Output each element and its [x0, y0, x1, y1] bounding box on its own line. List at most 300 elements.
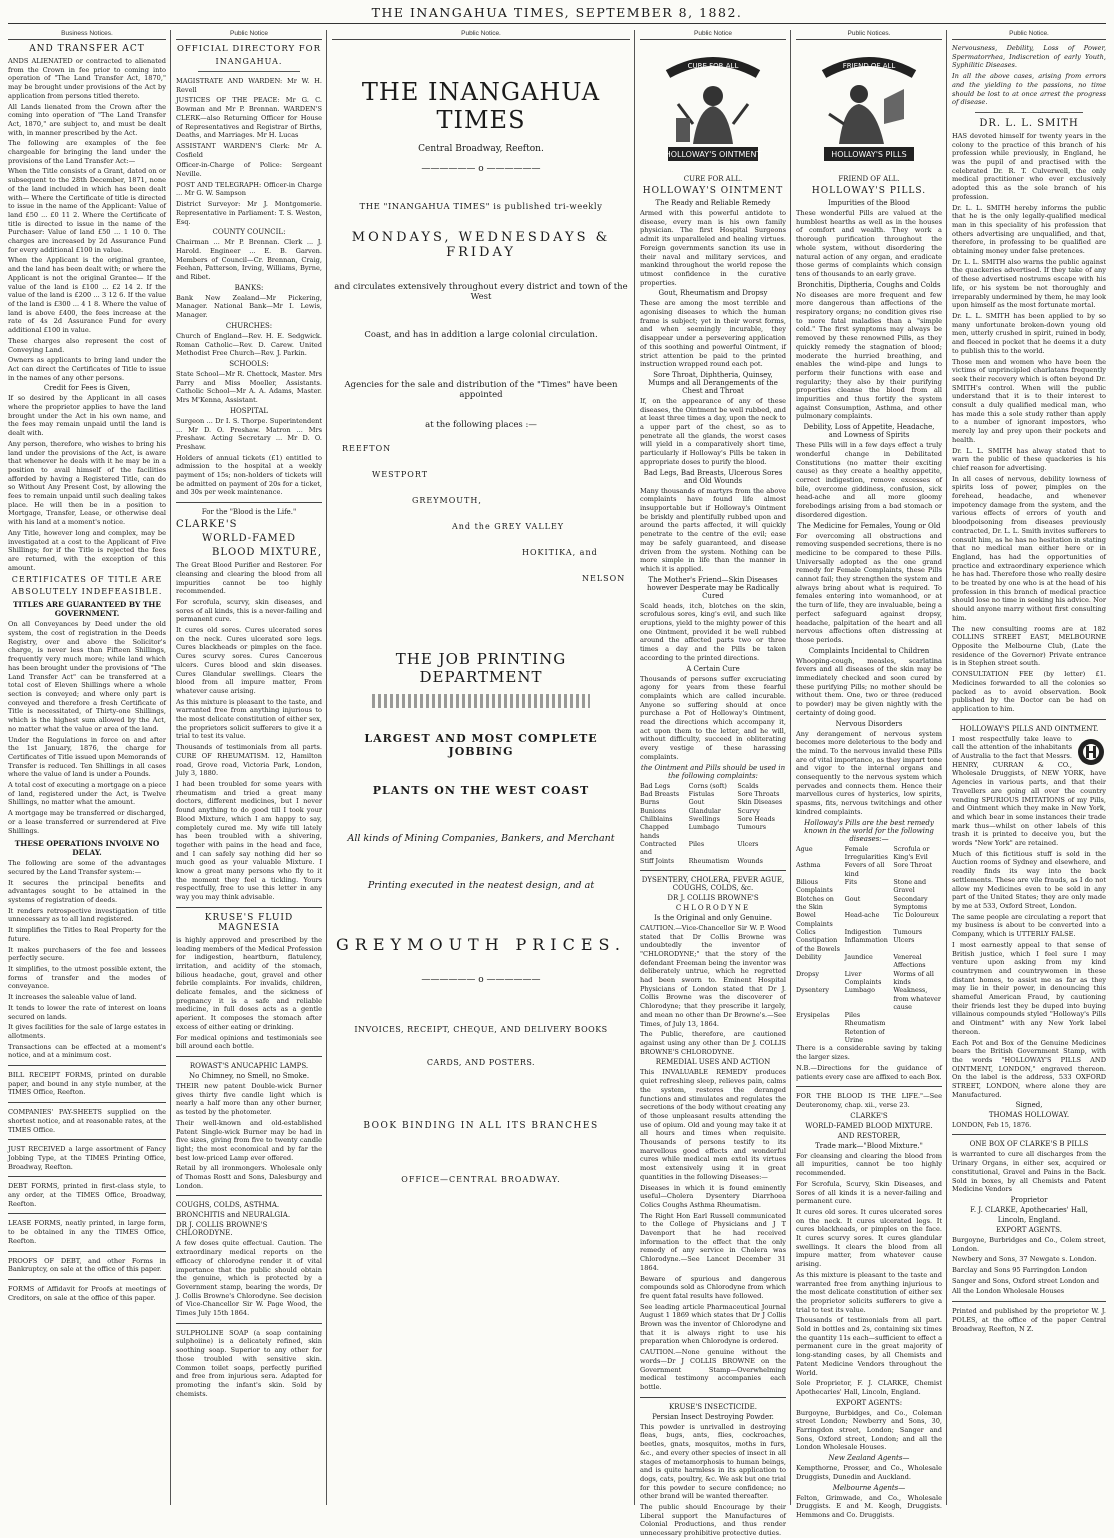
seal-caption: CURE FOR ALL. — [683, 175, 743, 183]
section-heading: the Ointment and Pills should be used in the following complaints: — [640, 763, 786, 780]
paragraph: Burgoyne, Burbidges, and Co., Coleman street London; Newberry and Sons, 30, Farringdon street, London; Sanger and Sons, Oxford street, London; and all the London Wholesale Houses. — [796, 1408, 942, 1452]
ad-italic: Printing executed in the neatest design, and at — [367, 880, 595, 891]
complaint-item: Wounds — [737, 856, 763, 865]
section-heading: TITLES ARE GUARANTEED BY THE GOVERNMENT. — [12, 600, 161, 619]
paragraph: I most respectfully take leave to call the attention of the inhabitants of Australia to the fact that Messrs. HENRY, CURRAN & CO., Wholesale Druggists, of NEW YORK, have Agencies in various parts, and that their Travellers are going all over the country vending SPURIOUS IMITATIONS of my Pills, and Ointment which they make in New York, and which bear in some instances their trade mark thus—whilst on other labels of this trash it is printed to deceive you, but the words "New York" are retained. — [952, 734, 1106, 848]
place-item: NELSON — [582, 574, 626, 583]
place-item: HOKITIKA, and — [522, 548, 598, 557]
ad-heading: ONE BOX OF CLARKE'S B PILLS — [969, 1140, 1089, 1149]
ad-subheading: No Chimney, no Smell, no Smoke. — [188, 1071, 310, 1080]
paragraph: Kempthorne, Prosser, and Co., Wholesale Druggists, Dunedin and Auckland. — [796, 1464, 942, 1481]
paragraph: It makes purchasers of the fee and lessees perfectly secure. — [8, 945, 166, 963]
paragraph: Any person, therefore, who wishes to bring his land under the provisions of the Act, is aware that whenever he deals with it he may be in a position to avail himself of the facilities afforded by having a Registered Title, can do so Without Any Present Cost, by allowing the fees to remain unpaid until such dealing takes place. He will then be in a position to Mortgage, Transfer, Lease, or otherwise deal with his land at a moment's notice. — [8, 439, 166, 527]
disease-item: Tic Doloureux — [893, 911, 939, 920]
paragraph: Dr. L. L. SMITH has alway stated that to warn the public of these quackeries is his chief reason for advertising. — [952, 446, 1106, 472]
complaint-item: Chapped hands — [640, 823, 669, 840]
section-heading: Impurities of the Blood — [827, 199, 910, 207]
ad-days: MONDAYS, WEDNESDAYS & FRIDAY — [351, 230, 611, 260]
divider — [176, 1056, 322, 1057]
paragraph: When the Title consists of a Grant, dated on or subsequent to the 28th December, 1871, none of the land included in which has been dealt with— Where the Certificate of title is directed to issue in the name of the Applicant: Value of land £50 ... £0 11 2. Where the Certificate of title is directed to issue in the name of the Purchaser: Value of land £50 ... 1 10 0. The charges are increased by 2d Assurance Fund for every additional £100 in value. — [8, 167, 166, 254]
paragraph: For overcoming all obstructions and removing suspended secretions, there is no medicine to be compared to these Pills. Universally adopted as the one grand remedy for Female Complaints, these Pills cannot fail; they strengthen the system and always bring about what is required. To females entering into womanhood, or at the turn of life, they are invaluable, being a perfect safeguard against dropsy, headache, palpitation of the heart and all nervous affections often distressing at those periods. — [796, 531, 942, 644]
section-heading: Holloway's Pills are the best remedy known in the world for the following diseases:— — [804, 818, 934, 843]
paragraph: JUSTICES OF THE PEACE: Mr G. C. Bowman and Mr P. Brennan. WARDEN'S CLERK—also Returning Officer for House of Representatives and Registrar of Births, Deaths, and Marriages. Mr H. Lucas — [176, 96, 322, 140]
paragraph: Felton, Grimwade, and Co., Wholesale Druggists. E and M. Keogh, Druggists. Hemmons and Co. Druggists. — [796, 1493, 942, 1519]
paragraph: Many thousands of martyrs from the above complaints have found life almost insupportable but if Holloway's Ointment be briskly and plentifully rubbed upon and around the parts affected, it will quickly penetrate to the centre of the evil; ease may be safely guaranteed, and disease driven from the system. Nothing can be more simple in life than the manner in which it is applied. — [640, 486, 786, 573]
paragraph: Sole Proprietor, F. J. CLARKE, Chemist Apothecaries' Hall, Lincoln, England. — [796, 1379, 942, 1396]
paragraph: There is a considerable saving by taking the larger sizes. — [796, 1044, 942, 1062]
disease-item: Gout — [844, 894, 861, 903]
notice: JUST RECEIVED a large assortment of Fancy Jobbing Type, at the TIMES Printing Office, Broadway, Reefton. — [8, 1145, 166, 1171]
complaint-item: Bad Legs — [640, 781, 671, 790]
disease-item: Scrofula or King's Evil — [893, 844, 930, 861]
paragraph: It cures old sores. It cures ulcerated sores on the neck. It cures ulcerated legs. It cures blackheads, or pimples on the face. It cures scurvy sores. It cures glandular swellings. It clears the blood from all impure matter, from whatever cause arising. — [796, 1207, 942, 1269]
section-heading: The Medicine for Females, Young or Old — [797, 521, 941, 530]
notice: FORMS of Affidavit for Proofs at meetings of Creditors, on sale at the office of this paper. — [8, 1284, 166, 1302]
paragraph: Nervousness, Debility, Loss of Power, Spermatorrhea, Indiscretion of early Youth, Syphilitic Diseases. — [952, 44, 1106, 70]
ad-tagline: For the "Blood is the Life." — [201, 508, 297, 517]
complaint-item: Burns — [640, 798, 660, 807]
ad-bookbinding: BOOK BINDING IN ALL ITS BRANCHES — [363, 1121, 599, 1131]
paragraph: See leading article Pharmaceutical Journal August 1 1869 which states that Dr J Collis Brown was the inventor of Chlorodyne and that it is always right to use his preparation when Chlorodyne is ordered. — [640, 1302, 786, 1346]
signature: THOMAS HOLLOWAY. — [988, 1111, 1070, 1120]
paragraph: It simplifies the Titles to Real Property for the future. — [8, 926, 166, 943]
paragraph: Burgoyne, Burbridges and Co., Colem street, London. — [952, 1235, 1106, 1253]
masthead — [0, 0, 1114, 26]
section-heading: Melbourne Agents— — [832, 1483, 906, 1492]
trade-mark-emblem-icon — [1076, 737, 1106, 767]
column-header: Public Notices. — [796, 30, 942, 40]
paragraph: Barclay and Sons 95 Farringdon London — [952, 1266, 1088, 1275]
paragraph: The public should Encourage by their Liberal support the Manufactures of Colonial Productions, and thus render unnecessary prohibitive protective duties. — [640, 1503, 786, 1538]
paragraph: THEIR new patent Double-wick Burner gives thirty five candle light which is nearly a half more than any other burner, as tested by the photometer. — [176, 1081, 322, 1117]
paragraph: The Right Hon Earl Russell communicated to the College of Physicians and J T Davenport that he had received information to the effect that the only remedy of any service in Cholera was Chlorodyne.—See Lancet December 31 1864. — [640, 1211, 786, 1272]
section-heading: SCHOOLS: — [229, 359, 269, 368]
paragraph: Thousands of persons suffer excruciating agony for years from these fearful complaints which are called incurable. Anyone so suffering should at once purchase a Pot of Holloway's Ointment, read the directions which accompany it, act upon them to the letter, and he will, without difficulty, succeed in obliterating every vestige of these harassing complaints. — [640, 674, 786, 761]
complaint-item: Corns (soft) — [688, 781, 727, 790]
paragraph: A total cost of executing a mortgage on a piece of land, registered under the Act, is Twelve Shillings, no matter what the amount. — [8, 781, 166, 807]
divider — [952, 1134, 1106, 1135]
complaint-item: Sore Heads — [737, 814, 775, 823]
complaint-item: Ulcers — [737, 839, 759, 848]
disease-item: Secondary Symptoms — [893, 894, 928, 911]
paragraph: Church of England—Rev. H. E. Sedgwick. Roman Catholic—Rev. D. Carew. United Methodist Free Church—Rev. J. Parkin. — [176, 331, 322, 358]
paragraph: Holders of annual tickets (£1) entitled to admission to the hospital at a weekly payment of 15s; non-holders of tickets will be admitted on payment of 20s for a ticket, and 30s per week maintenance. — [176, 453, 322, 497]
paragraph: It increases the saleable value of land. — [8, 993, 137, 1002]
divider — [8, 1176, 166, 1177]
ad-agents: Agencies for the sale and distribution of the "Times" have been appointed — [344, 380, 618, 400]
paragraph: Bank New Zealand—Mr Pickering, Manager. National Bank—Mr I. Lewis, Manager. — [176, 293, 322, 320]
ad-plants: PLANTS ON THE WEST COAST — [372, 784, 590, 797]
disease-item: Tumours — [893, 927, 923, 936]
disease-item: Sore Throat — [893, 861, 933, 870]
disease-item — [893, 1011, 942, 1019]
paragraph: Scald heads, itch, blotches on the skin, scrofulous sores, king's evil, and such like eruptions, yield to the mighty power of this one Ointment, provided it be well rubbed around the affected parts two or three times a day and the Pills be taken according to the printed directions. — [640, 601, 786, 662]
paragraph: SULPHOLINE SOAP (a soap containing sulphoiine) is a delicately refined, skin soothing soap. Superior to any other for those troubled with sensitive skin. Common toilet soaps, perfectly purified and free from injurious sera. Adapted for promoting the infant's skin. Sold by chemists. — [176, 1328, 322, 1398]
column-4 — [636, 30, 790, 1538]
complaint-item: Scalds — [737, 781, 759, 790]
column-5 — [792, 30, 946, 1519]
date: LONDON, Feb 15, 1876. — [952, 1121, 1032, 1130]
paragraph: When the Applicant is the original grantee, and the land has been dealt with; or where the Applicant is not the original Grantee— If the value of the land is £100 ... £2 14 2. If the value of the land is £200 ... 3 12 6. If the value of the land is £300 ... 4 1 8. Where the value of land is above £400, the fees increase at the rate of 4s 2d Assurance Fund for every additional £100 in value. — [8, 256, 166, 335]
disease-item: Debility — [796, 952, 822, 961]
paragraph: For scrofula, scurvy, skin diseases, and sores of all kinds, this is a never-failing and permanent cure. — [176, 597, 322, 624]
paragraph: Dr. L. L. SMITH also warns the public against the quackeries advertised. If they take of any of these advertised nostrums escape with his life, or his system be not thoroughly and irreparably undermined by them, he may look upon himself as the most fortunate mortal. — [952, 257, 1106, 310]
paragraph: Thousands of testimonials from all parts. CURE OF RHEUMATISM. 12, Hamilton road, Grove road, Victoria Park, London, July 3, 1880. — [176, 743, 322, 778]
directory-subtitle: INANGAHUA. — [215, 57, 283, 66]
paragraph: It simplifies, to the utmost possible extent, the forms of transfer and the modes of conveyance. — [8, 964, 166, 991]
ad-circulation: and circulates extensively throughout every district and town of the West — [334, 282, 628, 302]
paragraph: I most earnestly appeal to that sense of British justice, which I feel sure I may venture upon asking from my kind countrymen and countrywomen in these distant homes, to assist me as far as they may lie in their power, in denouncing this shameful American Fraud, by cautioning their friends lest they be duped into buying villainous compounds styled "Holloway's Pills and Ointment" with any New York label thereon. — [952, 940, 1106, 1036]
disease-item — [893, 1019, 942, 1027]
complaint-item: Bad Breasts — [640, 789, 680, 798]
paragraph: The same people are circulating a report that my business is about to be converted into a Company, which is UTTERLY FALSE. — [952, 912, 1106, 939]
section-heading: New Zealand Agents— — [828, 1454, 910, 1463]
ad-heading: COUGHS, COLDS, ASTHMA. — [176, 1201, 280, 1210]
disease-item: Liver Complaints — [844, 969, 882, 986]
ornament: —————— o —————— — [421, 164, 541, 174]
column-1 — [4, 30, 170, 1505]
ad-heading: CLARKE'S — [176, 519, 238, 531]
paragraph: Those men and women who have been the victims of unprincipled charlatans frequently seek their recovery which is often beyond Dr. SMITH's control. When will the public understand that it is to their interest to consult a duly qualified medical man, who has made this a sole study rather than apply to a number of ignorant impostors, who merely lay and prey upon their pockets and health. — [952, 357, 1106, 444]
section-heading: A Certain Cure — [686, 664, 740, 673]
complaint-item: Fistulas — [688, 789, 715, 798]
paragraph: As this mixture is pleasant to the taste and warranted free from anything injurious to the most delicate constitution of either sex the proprietor solicits sufferers to give a trial to test its value. — [796, 1270, 942, 1314]
disease-item: Blotches on the Skin — [796, 894, 834, 911]
divider — [640, 1397, 786, 1398]
disease-item: Fevers of all kind — [844, 861, 885, 878]
ad-heading: ROWAST'S ANUCAPHIC LAMPS. — [189, 1061, 309, 1070]
disease-item: Weakness, from whatever cause — [893, 986, 941, 1011]
paragraph: For medical opinions and testimonials see bill around each bottle. — [176, 1033, 322, 1051]
complaint-item: Sore Throats — [737, 789, 780, 798]
paragraph: Whooping-cough, measles, scarlatina fevers and all diseases of the skin may be immediately checked and soon cured by these purifying Pills; no mother should be without them. One, two or three (reduced to powder) may be given nightly with the certainty of doing good. — [796, 656, 942, 717]
divider — [176, 907, 322, 908]
ad-heading: KRUSE'S FLUID MAGNESIA — [204, 912, 294, 933]
ad-heading: BLOOD MIXTURE, — [212, 547, 322, 559]
complaint-item: Bunions — [640, 806, 667, 815]
paragraph: This powder is unrivalled in destroying fleas, bugs, ants, flies, cockroaches, beetles, gnats, mosquitos, moths in furs, &c., and every other species of insect in all stages of metamorphosis to human beings, and is quite harmless in its application to dogs, cats, poultry, &c. We ask but one trial for this powder to secure confidence; no other brand will be wanted thereafter. — [640, 1422, 787, 1501]
paragraph: These charges also represent the cost of Conveying Land. — [8, 336, 166, 354]
paragraph: A few doses quite effectual. Caution. The extraordinary medical reports on the efficacy of chlorodyne render it of vital importance that the public should obtain the genuine, which is protected by a Government stamp, bearing the words, Dr J. Collis Browne's Chlorodyne. See decision of Vice-Chancellor Sir W. Page Wood, the Times July 15th 1864. — [176, 1239, 322, 1318]
paragraph: It secures the principal benefits and advantages sought to be attained in the systems of registration of deeds. — [8, 878, 166, 905]
pills-emblem-icon — [804, 44, 934, 174]
ad-heading: KRUSE'S INSECTICIDE. — [669, 1402, 757, 1411]
complaint-item: Contracted and — [640, 839, 677, 857]
complaint-item: Rheumatism — [688, 856, 730, 865]
directory-title: OFFICIAL DIRECTORY FOR — [176, 44, 322, 54]
column-divider — [170, 30, 171, 1505]
paragraph: MAGISTRATE AND WARDEN: Mr W. H. Revell — [176, 77, 322, 94]
divider — [176, 1195, 322, 1196]
disease-item: Constipation of the Bowels — [796, 936, 840, 953]
proprietor-name: F. J. CLARKE, Apothecaries' Hall, — [970, 1205, 1088, 1214]
notice: BILL RECEIPT FORMS, printed on durable paper, and bound in any style number, at the TIMES Office, Reefton. — [8, 1071, 166, 1097]
section-heading: Sore Throat, Diphtheria, Quinsey, Mumps and all Derangements of the Chest and Throat — [648, 370, 778, 395]
ad-invoices: INVOICES, RECEIPT, CHEQUE, AND DELIVERY BOOKS — [354, 1025, 608, 1034]
seal-banner: CURE FOR ALL — [687, 62, 739, 70]
seal-label: HOLLOWAY'S PILLS — [831, 150, 907, 159]
divider — [198, 71, 300, 72]
complaint-item: Tumours — [737, 823, 767, 832]
paragraph: Owners as applicants to bring land under the Act can direct the Certificates of Title to issue in the names of any other persons. — [8, 356, 166, 382]
ad-italic: All kinds of Mining Companies, Bankers, and Merchant — [347, 833, 615, 844]
paragraph: It cures old sores. Cures ulcerated sores on the neck. Cures ulcerated sore legs. Cures blackheads or pimples on the face. Cures scurvy sores. Cures Cancerous ulcers. Cures blood and skin diseases. Cures Glandular swellings. Clears the blood from all impure matter, From whatever cause arising. — [176, 626, 322, 695]
disease-item: Female Irregularities — [844, 844, 888, 861]
paragraph: These Pills will in a few days effect a truly wonderful change in Debilitated Constitutions (no matter their exciting cause) as they create a healthy appetite, correct indigestion, remove excesses of bile, overcome giddiness, confusion, sick head-ache and all more gloomy forebodings arising from a bad stomach or disordered digestion. — [796, 441, 942, 519]
paragraph: On all Conveyances by Deed under the old system, the cost of registration in the Deeds Registry, over and above the Solicitor's charge, is never less than Fifteen Shillings, frequently very much more; while land which has been brought under the provisions of "The Land Transfer Act" can be transferred at a total cost of Eleven Shillings where a whole section is conveyed; and where only part is conveyed and therefore a fresh Certificate of Title is necessitated, of Thirty-one Shillings, which is the highest sum allowed by the Act, no matter what the value or area of the land. — [8, 620, 166, 733]
paragraph: It tends to lower the rate of interest on loans secured on lands. — [8, 1003, 166, 1021]
ad-follow: at the following places :— — [425, 420, 537, 430]
divider — [952, 719, 1106, 720]
notice: DEBT FORMS, printed in first-class style, to any order, at the TIMES Office, Broadway, Reefton. — [8, 1182, 166, 1208]
paragraph: Thousands of testimonials from all part. Sold in bottles and 2s, containing six times the quantity 11s each—sufficient to effect a permanent cure in the great majority of long-standing cases, by all Chemists and Patent Medicine Vendors throughout the World. — [796, 1316, 942, 1377]
paragraph: In all cases of nervous, debility lowness of spirits loss of power, pimples on the forehead, headache, and whenever impotency damage from the system, and the various effects of errors of youth and bloodpoisoning from diseases previously contracted, Dr. L. L. Smith invites sufferers to consult him, as he has no hesitation in stating that no medical man either here or in England, has had the opportunities of practice and extraordinary experience which he has had. Therefore those who really desire to be treated by one who is at the head of his profession in this branch of medical practice should lose no time in seeking his advice. Nor should anyone marry without first consulting him. — [952, 474, 1106, 622]
ad-heading: WORLD-FAMED — [201, 533, 297, 545]
paragraph: As this mixture is pleasant to the taste, and warranted free from anything injurious to the most delicate constitution of either sex, the proprietors solicit sufferers to give it a trial to test its value. — [176, 697, 322, 741]
disease-item: Dropsy — [796, 969, 820, 978]
section-heading: Bronchitis, Diptheria, Coughs and Colds — [797, 280, 941, 289]
paragraph: Surgeon ... Dr I. S. Thorpe. Superintendent ... Mr D. O. Preshaw. Matron ... Mrs Preshaw. Acting Secretary ... Mr D. O. Preshaw. — [176, 416, 322, 451]
paragraph: The Great Blood Purifier and Restorer. For cleansing and clearing the blood from all impurities cannot be too highly recommended. — [176, 561, 322, 596]
section-heading: Bad Legs, Bad Breasts, Ulcerous Sores and Old Wounds — [643, 468, 783, 485]
place-item: REEFTON — [342, 444, 392, 453]
masthead-rule — [8, 23, 1106, 24]
ad-heading: WORLD-FAMED BLOOD MIXTURE. — [805, 1121, 933, 1130]
complaint-item: Swellings — [688, 814, 720, 823]
section-heading: Nervous Disorders — [835, 719, 903, 728]
disease-item: Rheumatism — [844, 1019, 886, 1028]
complaint-item: Piles — [688, 839, 705, 848]
column-divider — [790, 30, 791, 1505]
paragraph: Under the Regulations in force on and after the 1st January, 1876, the charge for Certificates of Title issued upon Memorands of Transfer is reduced. Ten Shillings in all cases where the value of land is under a Pounds. — [8, 735, 166, 779]
disease-item: Lumbago — [844, 986, 875, 995]
ad-office: OFFICE—CENTRAL BROADWAY. — [401, 1175, 561, 1184]
seal-banner: FRIEND OF ALL — [842, 62, 896, 70]
paragraph: The new consulting rooms are at 182 COLLINS STREET EAST, MELBOURNE Opposite the Melbourne Club, (Late the residence of the Governor) Private entrance is in Stephen street south. — [952, 624, 1106, 668]
disease-item: Venereal Affections — [893, 952, 926, 970]
paragraph: This INVALUABLE REMEDY produces quiet refreshing sleep, relieves pain, calms the system, restores the deranged functions and stimulates and regulates the secretions of the body without creating any of those unpleasant results attending the use of opium. Old and young may take it at all hours and times when requisite. Thousands of persons testify to its marvellous good effects and wonderful cures while medical men extol its virtues most extensively using it in great quantities in the following Diseases:— — [640, 1068, 786, 1181]
paragraph: No diseases are more frequent and few more dangerous than affections of the respiratory organs; no condition gives rise to more fatal maladies than a "simple cold." The first symptoms may always be removed by these renowned Pills, as they quickly remedy the stagnation of blood; moderate the hurried breathing, and enables the wind-pipe and lungs to perform their functions with ease and regularity; they also by their purifying properties cleanse the blood from all impurities and thus fortify the system against Consumption, Asthma, and other pulmonary complaints. — [796, 290, 942, 421]
job-printing-heading: THE JOB PRINTING DEPARTMENT — [395, 650, 567, 686]
place-item: GREYMOUTH, — [412, 496, 482, 505]
ad-heading: DR J. COLLIS BROWNE'S CHLORODYNE. — [176, 1221, 268, 1238]
paragraph: Transactions can be effected at a moment's notice, and at a minimum cost. — [8, 1042, 166, 1060]
paragraph: Newbery and Sons, 37 Newgate s. London. — [952, 1255, 1097, 1264]
paragraph: FOR THE BLOOD IS THE LIFE."—See Deuteronomy, chap. xii., verse 23. — [796, 1092, 942, 1109]
section-heading: CERTIFICATES OF TITLE ARE — [11, 575, 163, 585]
section-heading: The Ready and Reliable Remedy — [655, 199, 771, 207]
ad-heading: HOLLOWAY'S OINTMENT — [642, 186, 784, 196]
complaint-item: Stiff Joints — [640, 856, 674, 865]
paragraph: Diseases in which it is found eminently useful—Cholera Dysentery Diarrhoea Colics Coughs Asthma Rheumatism. — [640, 1183, 786, 1209]
ad-cards: CARDS, AND POSTERS. — [426, 1058, 536, 1067]
disease-item: Dysentery — [796, 986, 829, 995]
paragraph: It gives facilities for the sale of large estates in allotments. — [8, 1023, 166, 1040]
paragraph: Sanger and Sons, Oxford street London and — [952, 1276, 1100, 1285]
disease-item: Indigestion — [844, 927, 882, 936]
column-divider — [326, 30, 327, 1505]
disease-item: Stone and Gravel — [893, 877, 927, 895]
ad-heading: HOLLOWAY'S PILLS. — [811, 186, 927, 196]
paragraph: Retail by all ironmongers. Wholesale only of Thomas Rostt and Sons, Dalesburgy and London. — [176, 1164, 322, 1190]
seal-caption: FRIEND OF ALL. — [838, 175, 900, 183]
ad-heading: AND RESTORER, — [837, 1131, 901, 1140]
complaint-item: Lumbago — [688, 823, 719, 832]
paragraph: CAUTION.—Vice-Chancellor Sir W. P. Wood stated that Dr Collis Browne was undoubtedly the inventor of "CHLORODYNE;" that the story of the defendant Freeman being the inventor was deliberately untrue, which he regretted had been sworn to. Eminent Hospital Physicians of London stated that Dr J. Collis Browne was the discoverer of Chlorodyne; that they prescribe it largely, and mean no other than Dr Browne's.—See Times, of July 13, 1864. — [640, 923, 786, 1028]
column-header: Public Notice — [176, 30, 322, 40]
paragraph: Any Title, however long and complex, may be investigated at a cost to the Applicant of Five Shillings; for if the Title is rejected the fees are returned, with the exception of this amount. — [8, 528, 166, 572]
pills-seal — [804, 44, 934, 174]
paragraph: A mortgage may be transferred or discharged, or a lease transferred or surrendered at Five Shillings. — [8, 809, 166, 835]
masthead-title: THE INANGAHUA TIMES, SEPTEMBER 8, 1882. — [371, 5, 743, 20]
disease-item: Inflammation — [844, 936, 888, 945]
divider — [176, 1323, 322, 1324]
doctor-name: DR. L. L. SMITH — [979, 117, 1079, 129]
section-heading: HOSPITAL — [229, 406, 269, 415]
paragraph: The Public, therefore, are cautioned against using any other than Dr J. COLLIS BROWNE'S CHLORODYNE. — [640, 1030, 786, 1056]
notice: COMPANIES' PAY-SHEETS supplied on the shortest notice, and at reasonable rates, at the TIMES Office. — [8, 1108, 166, 1134]
ad-heading: CHLORODYNE — [675, 903, 751, 912]
paragraph: Chairman ... Mr P. Brennan. Clerk ... J. Harold. Engineer ... E. B. Garven. Members of Council—Cr. Brennan, Craig, Feehan, Patterson, Irving, Williams, Byrne, and Ribet. — [176, 238, 322, 282]
disease-item: Asthma — [796, 861, 821, 870]
divider — [796, 1086, 942, 1087]
ad-subheading: Trade mark—"Blood Mixture." — [815, 1141, 923, 1150]
column-header: Business Notices. — [8, 30, 166, 40]
disease-item: Colics — [796, 927, 816, 936]
column-divider — [946, 30, 947, 1505]
ad-largest: LARGEST AND MOST COMPLETE JOBBING — [364, 732, 598, 758]
ornament: —————— o —————— — [421, 975, 541, 985]
greymouth-prices — [332, 935, 630, 959]
paragraph: If so desired by the Applicant in all cases where the proprietor applies to have the land brought under the Act in his own name, and the fees may remain unpaid until the land is dealt with. — [8, 394, 166, 438]
paragraph: All the London Wholesale Houses — [952, 1287, 1065, 1296]
section-heading: CHURCHES: — [225, 321, 273, 330]
ad-heading: BRONCHITIS and NEURALGIA. — [176, 1211, 291, 1220]
land-transfer-title: AND TRANSFER ACT — [29, 44, 145, 54]
paragraph: N.B.—Directions for the guidance of patients every case are affixed to each Box. — [796, 1063, 942, 1081]
prices-word: PRICES. — [515, 935, 626, 954]
divider — [8, 1213, 166, 1214]
divider — [8, 1065, 166, 1066]
paragraph: Officer-in-Charge of Police: Sergeant Neville. — [176, 161, 322, 179]
ad-circulation: Coast, and has in addition a large colonial circulation. — [364, 330, 598, 340]
paragraph: Dr. L. L. SMITH has been applied to by so many unfortunate broken-down young old men, utterly crushed in spirit, ruined in body, and fleeced in pocket that he deems it a duty to publish this to the world. — [952, 311, 1106, 355]
ad-heading: DYSENTERY, CHOLERA, FEVER AGUE, COUGHS, COLDS, &c. — [641, 875, 785, 892]
place-item: WESTPORT — [372, 470, 429, 479]
paragraph: Armed with this powerful antidote to disease, every man is his own family physician. The first Hospital Surgeons admit its unparalleled and healing virtues. Foreign governments sanction its use in their naval and military services, and mankind throughout the world repose the utmost confidence in the curative properties. — [640, 209, 786, 287]
diseases-list — [796, 845, 942, 1045]
divider — [8, 1102, 166, 1103]
section-heading: Debility, Loss of Appetite, Headache, and Lowness of Spirits — [803, 423, 935, 440]
paragraph: All Lands lienated from the Crown after the coming into operation of "The Land Transfer Act, 1870," are subject to, and must be dealt with, in manner prescribed by the Act. — [8, 102, 166, 137]
proprietor-place: Lincoln, England. — [997, 1215, 1061, 1224]
divider — [8, 1139, 166, 1140]
disease-item: Retention of Urine — [844, 1027, 885, 1045]
paragraph: is highly approved and prescribed by the leading members of the Medical Profession for indigestion, heartburn, flatulency, irritation, and acidity of the stomach, bilious headache, gout, gravel and other febrile complaints. For invalids, children, delicate females, and the sickness of pregnancy it is a safe and reliable medicine, in full doses acts as a gentle aperient. It composes the stomach after excess of either eating or drinking. — [176, 935, 322, 1031]
disease-item — [796, 1019, 845, 1027]
paragraph: These wonderful Pills are valued at the humblest hearths as well as in the houses of comfort and wealth. They work a thorough purification throughout the whole system, without disordering the natural action of any organ, and eradicate those germs of complaints which consign tens of thousands to an early grave. — [796, 209, 942, 278]
paragraph: Each Pot and Box of the Genuine Medicines bears the British Government Stamp, with the words "HOLLOWAY'S PILLS AND OINTMENT, LONDON," engraved thereon. On the label is the address, 533 OXFORD STREET, LONDON, where alone they are Manufactured. — [952, 1038, 1106, 1099]
damaged-print — [372, 694, 590, 708]
printer-imprint: Printed and published by the proprietor W. J. POLES, at the office of the paper Central Broadway, Reefton, N Z. — [952, 1307, 1106, 1333]
divider — [952, 1301, 1106, 1302]
paragraph: I had been troubled for some years with rheumatism and tried a great many doctors, different medicines, but I never found anything to do good till I took your Blood Mixture, which I am happy to say, completely cured me. My wife till lately has been troubled with a shivering, together with pains in the head and face, and I can safely say nothing did her so much good as your valuable Mixture. I know a great many persons who fly to it the moment they feel a tickling. Yours respectfully, free to use this letter in any way you may think advisable. — [176, 780, 322, 902]
section-heading: EXPORT AGENTS. — [996, 1225, 1062, 1234]
complaint-item: Chilblains — [640, 814, 673, 823]
disease-item: Bowel Complaints — [796, 911, 833, 928]
seal-label: HOLLOWAY'S OINTMENT — [664, 150, 762, 159]
column-2 — [172, 30, 326, 1505]
ad-title: THE INANGAHUA TIMES — [361, 78, 601, 134]
ointment-seal — [648, 44, 778, 174]
disease-item: Worms of all kinds — [893, 969, 934, 986]
paragraph: Any derangement of nervous system becomes more deleterious to the body and the mind. To the nervous invalid these Pills are of vital importance, as they impart tone and vigor to the internal organs and consequently to the nervous system which pervades and connects them. Hence their marvellous cures of hysterics, low spirits, spasms, fits, nervous twitchings and other kindred complaints. — [796, 729, 942, 816]
place-item: And the GREY VALLEY — [452, 522, 565, 531]
paragraph: Dr. L. L. SMITH hereby informs the public that he is the only legally-qualified medical man in this speciality of his profession that others advertising are unqualified, and that, therefore, in professing to be qualified are obtaining money under false pretences. — [952, 203, 1106, 256]
disease-item: Ague — [796, 844, 813, 853]
paragraph: Much of this fictitious stuff is sold in the Auction rooms of Sydney and elsewhere, and readily finds its way into the back settlements. These are vile frauds, as I do not allow my Medicines even to be sold in any part of the United States; they are only made by me at 533, Oxford Street, London. — [952, 849, 1106, 910]
paragraph: In all the above cases, arising from errors and the yielding to the passions, no time should be lost to at once arrest the progress of disease. — [952, 72, 1106, 107]
notice: PROOFS OF DEBT, and other Forms in Bankruptcy, on sale at the office of this paper. — [8, 1256, 166, 1274]
section-heading: EXPORT AGENTS: — [835, 1398, 903, 1407]
ointment-emblem-icon — [648, 44, 778, 174]
column-6 — [948, 30, 1110, 1505]
paragraph: is warranted to cure all discharges from the Urinary Organs, in either sex, acquired or constitutional, Gravel and Pains in the Back. Sold in boxes, by all Chemists and Patent Medicine Vendors — [952, 1150, 1106, 1194]
section-heading: The Mother's Friend—Skin Diseases however Desperate may be Radically Cured — [647, 575, 779, 600]
disease-item: Fits — [844, 877, 857, 886]
complaint-item: Skin Diseases — [737, 798, 783, 807]
paragraph: ASSISTANT WARDEN'S Clerk: Mr A. Cosfield — [176, 141, 322, 159]
section-heading: THESE OPERATIONS INVOLVE NO DELAY. — [14, 839, 160, 858]
paragraph: CONSULTATION FEE (by letter) £1. Medicines forwarded to all the colonies so packed as to avoid observation. Book published by the Doctor can be had on application to him. — [952, 670, 1106, 713]
ad-subheading: Persian Insect Destroying Powder. — [652, 1412, 774, 1421]
paragraph: State School—Mr R. Chettock, Master. Mrs Parry and Miss Moeller, Assistants. Catholic School—Mr A. A. Adams, Master. Mrs M'Kenna, Assistant. — [176, 369, 322, 405]
section-heading: ABSOLUTELY INDEFEASIBLE. — [11, 587, 163, 597]
paragraph: The following are some of the advantages secured by the Land Transfer system:— — [8, 859, 166, 876]
disease-item: Erysipelas — [796, 1011, 830, 1020]
ad-address: Central Broadway, Reefton. — [418, 144, 544, 154]
greymouth-word: GREYMOUTH — [336, 935, 505, 954]
section-heading: Credit for Fees is Given, — [43, 384, 131, 393]
ad-heading: CLARKE'S — [850, 1111, 888, 1120]
paragraph: HAS devoted himself for twenty years in the colony to the practice of this branch of his profession while previously, in England, he was the pupil of and practised with the celebrated Dr. R. T. Culverwell, the only medical practitioner who ever exclusively adopted this as the sole branch of his profession. — [952, 131, 1106, 201]
notice: LEASE FORMS, neatly printed, in large form, to be obtained in any the TIMES Office, Reefton. — [8, 1219, 166, 1245]
paragraph: Their well-known and old-established Patent Single-wick Burner may be had in five sizes, giving from five to twenty candle light; the most economical and by far the best low-priced Lamp ever offered. — [176, 1118, 322, 1162]
divider — [975, 112, 1083, 113]
section-heading: COUNTY COUNCIL: — [212, 228, 286, 237]
column-header: Public Notice. — [332, 30, 630, 40]
column-divider — [634, 30, 635, 1505]
column-header: Public Notice. — [952, 30, 1106, 40]
disease-item: Bilious Complaints — [796, 877, 833, 895]
disease-item — [893, 1028, 942, 1045]
paragraph: If, on the appearance of any of these diseases, the Ointment be well rubbed, and at least three times a day, upon the neck to a upper part of the chest, so as to penetrate all the glands, the worst cases will yield in a comparatively short time, particularly if Holloway's Pills be taken in appropriate doses to purify the blood. — [640, 396, 786, 466]
disease-item: Jaundice — [844, 952, 873, 961]
complaint-item: Gout — [688, 798, 705, 807]
divider — [8, 1279, 166, 1280]
section-heading: BANKS: — [234, 283, 264, 292]
paragraph: For Scrofula, Scurvy, Skin Diseases, and Sores of all kinds it is a never-failing and permanent cure. — [796, 1179, 942, 1206]
proprietor-label: Proprietor — [1010, 1195, 1048, 1204]
paragraph: For cleansing and clearing the blood from all impurities, cannot be too highly recommended. — [796, 1151, 942, 1178]
paragraph: District Surveyor: Mr J. Montgomerie. Representative in Parliament: T. S. Weston, Esq. — [176, 200, 322, 226]
ad-heading: DR J. COLLIS BROWNE'S — [667, 893, 759, 902]
paragraph: The following are examples of the fee chargeable for bringing the land under the provisions of the Land Transfer Act:— — [8, 139, 166, 165]
paragraph: POST AND TELEGRAPH: Officer-in Charge ... Mr G. W. Sampson — [176, 180, 322, 198]
divider — [640, 870, 786, 871]
paragraph: ANDS ALIENATED or contracted to alienated from the Crown in fee prior to coming into operation of "The Land Transfer Act, 1870," may be brought under provisions of the Act by application from persons titled thereto. — [8, 57, 166, 100]
divider — [176, 502, 322, 503]
